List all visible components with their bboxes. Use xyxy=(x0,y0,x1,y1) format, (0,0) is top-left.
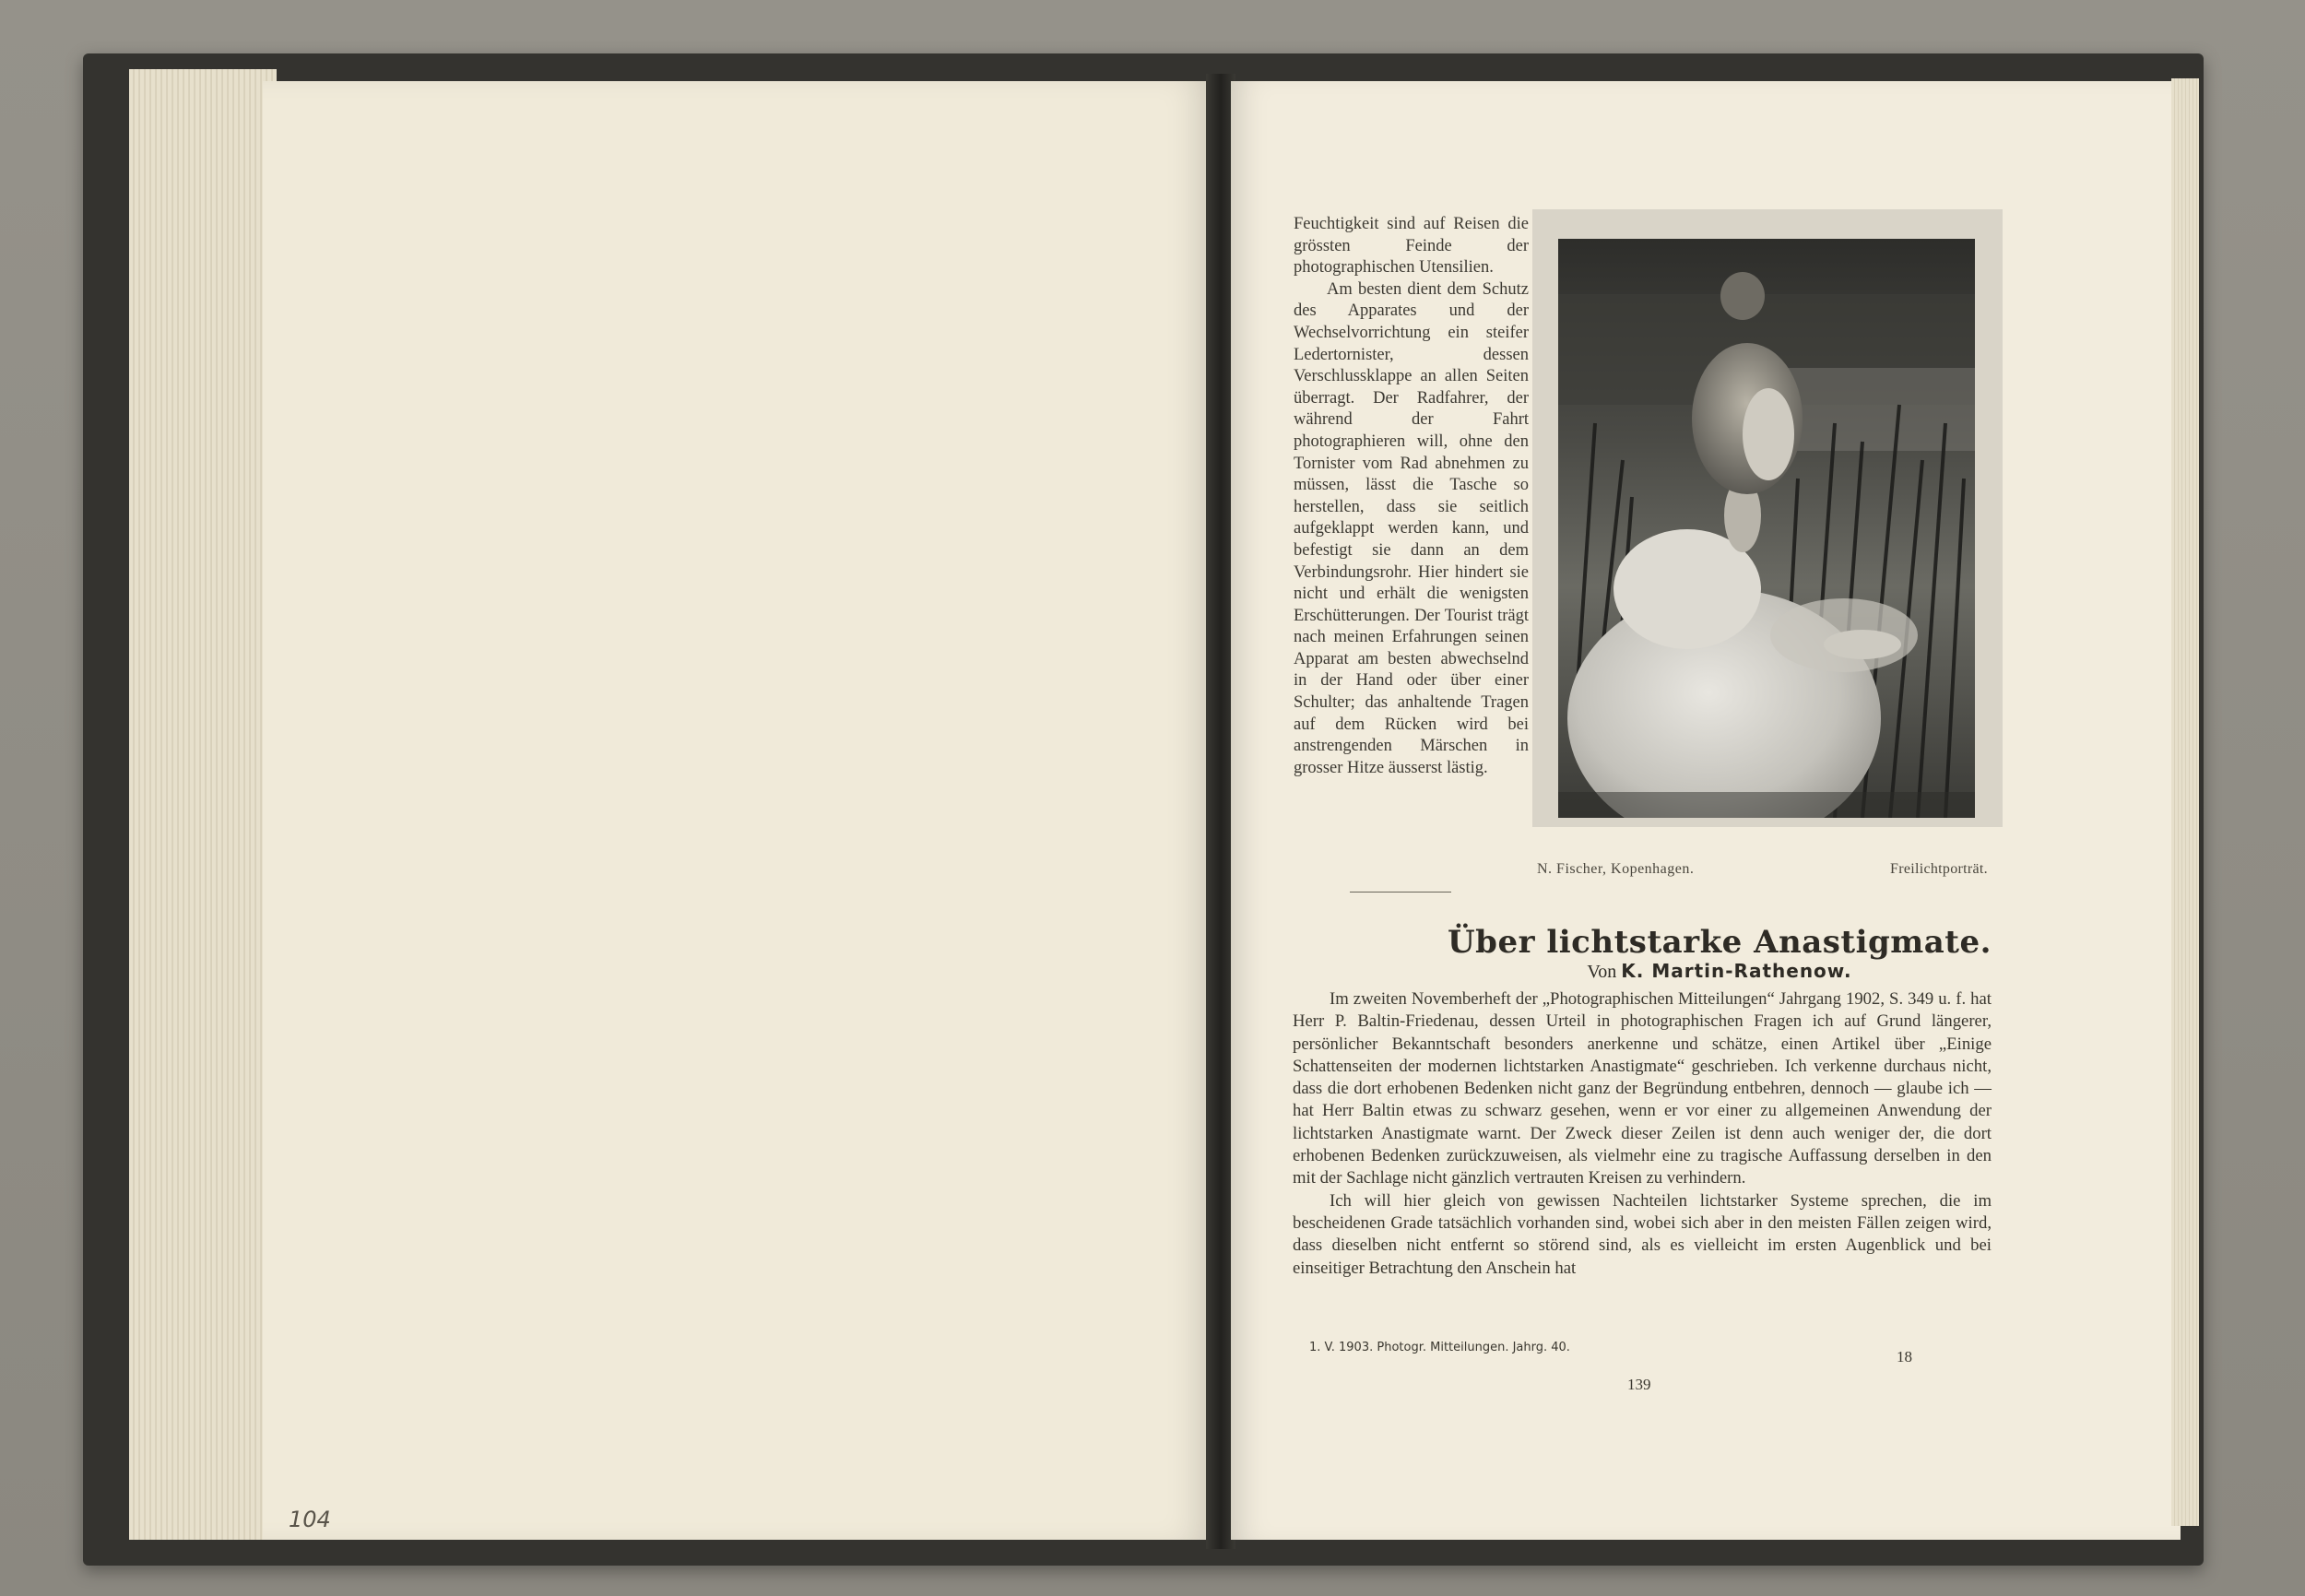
photo-caption-photographer: N. Fischer, Kopenhagen. xyxy=(1537,861,1695,877)
issue-footer: 1. V. 1903. Photogr. Mitteilungen. Jahrg. 40. xyxy=(1309,1341,1570,1354)
side-text-column xyxy=(1294,214,1529,779)
section-divider xyxy=(1350,892,1451,893)
byline-prefix: Von xyxy=(1587,962,1617,982)
page-number: 139 xyxy=(1627,1376,1651,1393)
portrait-photograph xyxy=(1558,239,1975,818)
article-paragraph: Ich will hier gleich von gewissen Nachteilen lichtstarker Systeme sprechen, die im bescheidenen Grade tatsächlich vorhanden sind, wobei sich aber in den meisten Fällen zeigen wird, dass dieselben nicht entfernt so störend sind, als es vielleicht im ersten Augenblick und bei einseitiger Betrachtung den Anschein hat xyxy=(1293,1190,1992,1278)
article-title: Über lichtstarke Anastigmate. xyxy=(1448,924,1992,961)
article-paragraph: Im zweiten Novemberheft der „Photographischen Mitteilungen“ Jahrgang 1902, S. 349 u. f. hat Herr P. Baltin-Friedenau, dessen Urteil in photographischen Fragen ich auf Grund längerer, persönlicher Bekanntschaft besonders anerkenne und schätze, einen Artikel über „Einige Schattenseiten der modernen lichtstarken Anastigmate“ geschrieben. Ich verkenne durchaus nicht, dass die dort erhobenen Bedenken nicht ganz der Begründung entbehren, dennoch — glaube ich — hat Herr Baltin etwas zu schwarz gesehen, wenn er vor einer zu allgemeinen Anwendung der lichtstarken Anastigmate warnt. Der Zweck dieser Zeilen ist denn auch weniger der, die dort erhobenen Bedenken zurückzuweisen, als vielmehr eine zu tragische Auffassung derselben in den mit der Sachlage nicht gänzlich vertrauten Kreisen zu verhindern. xyxy=(1293,989,1992,1188)
article-body xyxy=(1293,988,1992,1280)
side-paragraph: Feuchtigkeit sind auf Reisen die grössten Feinde der photographischen Utensilien. xyxy=(1294,215,1529,278)
photo-caption-title: Freilichtporträt. xyxy=(1890,861,1988,877)
side-paragraph: Am besten dient dem Schutz des Apparates und der Wechselvorrichtung ein steifer Ledertornister, dessen Verschlussklappe an allen Seiten überragt. Der Radfahrer, der während der Fahrt photographieren will, ohne den Tornister vom Rad abnehmen zu müssen, lässt die Tasche so herstellen, dass sie seitlich aufgeklappt werden kann, und befestigt sie dann an dem Verbindungsrohr. Hier hindert sie nicht und erhält die wenigsten Erschütterungen. Der Tourist trägt nach meinen Erfahrungen seinen Apparat am besten abwechselnd in der Hand oder über einer Schulter; das anhaltende Tragen auf dem Rücken wird bei anstrengenden Märschen in grosser Hitze äusserst lästig. xyxy=(1294,279,1529,777)
handwritten-page-number: 104 xyxy=(289,1507,331,1532)
signature-mark: 18 xyxy=(1897,1348,1912,1365)
portrait-illustration xyxy=(1558,239,1975,818)
byline-author: K. Martin-Rathenow. xyxy=(1621,960,1852,982)
article-byline xyxy=(1383,960,2056,983)
left-page-blank xyxy=(263,81,1212,1540)
right-page-edges xyxy=(2171,78,2199,1526)
left-page-edges xyxy=(129,69,277,1540)
